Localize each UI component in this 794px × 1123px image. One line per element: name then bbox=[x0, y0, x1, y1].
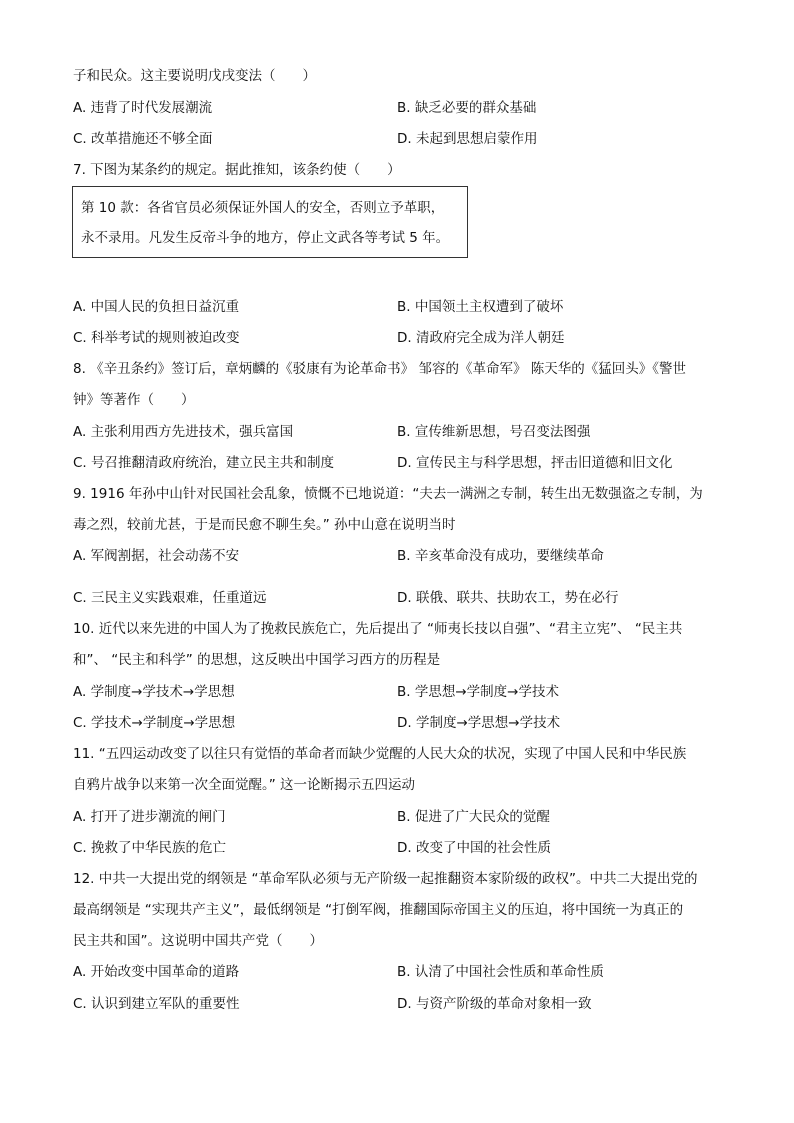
question-9-stem-line-2: 毒之烈，较前尤甚，于是而民愈不聊生矣。” 孙中山意在说明当时 bbox=[73, 517, 456, 533]
treaty-clause-box bbox=[72, 186, 468, 258]
question-8-stem-line-1: 8. 《辛丑条约》签订后，章炳麟的《驳康有为论革命书》 邹容的《革命军》 陈天华的《猛回头》《警世 bbox=[73, 361, 687, 377]
question-12-stem-line-1: 12. 中共一大提出党的纲领是 “革命军队必须与无产阶级一起推翻资本家阶级的政权”。中共二大提出党的 bbox=[73, 871, 698, 887]
question-9-option-b: B. 辛亥革命没有成功，要继续革命 bbox=[397, 548, 604, 564]
question-11-option-a: A. 打开了进步潮流的闸门 bbox=[73, 809, 226, 825]
question-7-option-a: A. 中国人民的负担日益沉重 bbox=[73, 299, 240, 315]
treaty-clause-line-1: 第 10 款：各省官员必须保证外国人的安全，否则立予革职， bbox=[81, 200, 445, 216]
treaty-clause-line-2: 永不录用。凡发生反帝斗争的地方，停止文武各等考试 5 年。 bbox=[81, 230, 450, 246]
question-10-option-a: A. 学制度→学技术→学思想 bbox=[73, 684, 235, 700]
question-12-stem-line-2: 最高纲领是 “实现共产主义”，最低纲领是 “打倒军阀，推翻国际帝国主义的压迫，将中国统一为真正的 bbox=[73, 902, 684, 918]
question-11-stem-line-1: 11. “五四运动改变了以往只有觉悟的革命者而缺少觉醒的人民大众的状况，实现了中国人民和中华民族 bbox=[73, 746, 687, 762]
question-10-option-b: B. 学思想→学制度→学技术 bbox=[397, 684, 559, 700]
question-8-option-b: B. 宣传维新思想，号召变法图强 bbox=[397, 424, 591, 440]
question-12-option-b: B. 认清了中国社会性质和革命性质 bbox=[397, 964, 604, 980]
question-12-option-d: D. 与资产阶级的革命对象相一致 bbox=[397, 996, 592, 1012]
question-8-option-d: D. 宣传民主与科学思想，抨击旧道德和旧文化 bbox=[397, 455, 673, 471]
question-10-option-c: C. 学技术→学制度→学思想 bbox=[73, 715, 236, 731]
question-9-option-d: D. 联俄、联共、扶助农工，势在必行 bbox=[397, 590, 619, 606]
question-9-option-c: C. 三民主义实践艰难，任重道远 bbox=[73, 590, 267, 606]
question-11-option-b: B. 促进了广大民众的觉醒 bbox=[397, 809, 550, 825]
question-7-stem: 7. 下图为某条约的规定。据此推知，该条约使（ ） bbox=[73, 162, 401, 178]
question-7-option-d: D. 清政府完全成为洋人朝廷 bbox=[397, 330, 565, 346]
question-11-option-c: C. 挽救了中华民族的危亡 bbox=[73, 840, 227, 856]
question-6-option-d: D. 未起到思想启蒙作用 bbox=[397, 131, 538, 147]
question-6-option-c: C. 改革措施还不够全面 bbox=[73, 131, 213, 147]
question-7-option-c: C. 科举考试的规则被迫改变 bbox=[73, 330, 240, 346]
question-6-option-b: B. 缺乏必要的群众基础 bbox=[397, 100, 537, 116]
question-6-stem-tail: 子和民众。这主要说明戊戌变法（ ） bbox=[73, 68, 316, 84]
question-10-stem-line-2: 和”、 “民主和科学” 的思想，这反映出中国学习西方的历程是 bbox=[73, 652, 441, 668]
question-12-option-a: A. 开始改变中国革命的道路 bbox=[73, 964, 240, 980]
question-10-option-d: D. 学制度→学思想→学技术 bbox=[397, 715, 561, 731]
question-7-option-b: B. 中国领土主权遭到了破坏 bbox=[397, 299, 564, 315]
question-8-option-a: A. 主张利用西方先进技术，强兵富国 bbox=[73, 424, 294, 440]
question-9-option-a: A. 军阀割据，社会动荡不安 bbox=[73, 548, 240, 564]
question-11-option-d: D. 改变了中国的社会性质 bbox=[397, 840, 551, 856]
question-12-stem-line-3: 民主共和国”。这说明中国共产党（ ） bbox=[73, 933, 323, 949]
question-8-option-c: C. 号召推翻清政府统治，建立民主共和制度 bbox=[73, 455, 335, 471]
question-12-option-c: C. 认识到建立军队的重要性 bbox=[73, 996, 240, 1012]
question-11-stem-line-2: 自鸦片战争以来第一次全面觉醒。” 这一论断揭示五四运动 bbox=[73, 777, 416, 793]
question-6-option-a: A. 违背了时代发展潮流 bbox=[73, 100, 213, 116]
question-10-stem-line-1: 10. 近代以来先进的中国人为了挽救民族危亡，先后提出了 “师夷长技以自强”、“君主立宪”、 “民主共 bbox=[73, 621, 683, 637]
question-8-stem-line-2: 钟》等著作（ ） bbox=[73, 392, 195, 408]
question-9-stem-line-1: 9. 1916 年孙中山针对民国社会乱象，愤慨不已地说道：“夫去一满洲之专制，转生出无数强盗之专制，为 bbox=[73, 486, 703, 502]
